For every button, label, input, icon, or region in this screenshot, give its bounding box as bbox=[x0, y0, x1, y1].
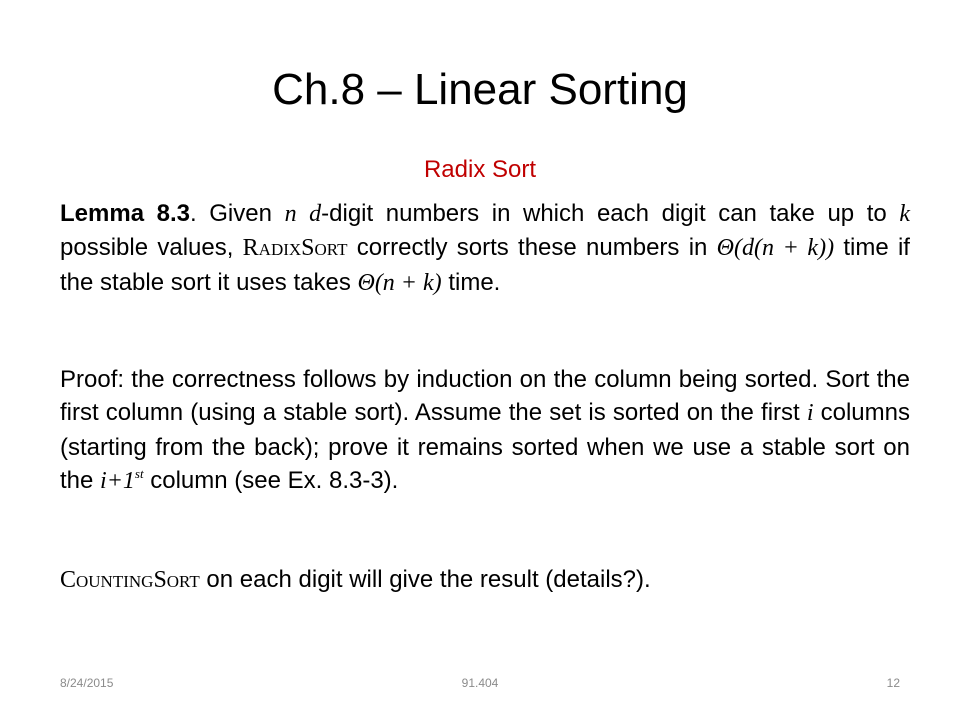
proof-text-2: columns (starting from the back); prove it remains sorted when we use a stable sort on the bbox=[60, 399, 910, 494]
slide-title: Ch.8 – Linear Sorting bbox=[272, 65, 688, 114]
lemma-label: Lemma 8.3 bbox=[60, 200, 190, 227]
ordinal-suffix: st bbox=[134, 465, 144, 481]
footer-page-number: 12 bbox=[886, 676, 900, 690]
counting-sort-text: on each digit will give the result (details?). bbox=[199, 566, 651, 593]
var-d: d bbox=[309, 201, 322, 227]
space bbox=[297, 200, 310, 227]
slide-subtitle: Radix Sort bbox=[423, 156, 537, 183]
lemma-text-2: -digit numbers in which each digit can take up to bbox=[321, 200, 900, 227]
radix-sort-name: RadixSort bbox=[242, 235, 348, 262]
footer-course: 91.404 bbox=[461, 676, 499, 690]
time-bound-1: Θ(d(n + k)) bbox=[716, 235, 835, 262]
proof-text-3: column (see Ex. 8.3-3). bbox=[143, 466, 399, 494]
proof-paragraph bbox=[60, 363, 910, 498]
var-i: i bbox=[806, 400, 814, 427]
proof-text-1: Proof: the correctness follows by induction on the column being sorted. Sort the first column (using a stable sort). Assume the set is sorted on the first bbox=[60, 366, 910, 427]
lemma-text-4: correctly sorts these numbers in bbox=[347, 234, 717, 262]
lemma-text-1: . Given bbox=[190, 200, 285, 227]
footer-date: 8/24/2015 bbox=[60, 676, 114, 690]
counting-sort-paragraph bbox=[60, 563, 910, 597]
var-n: n bbox=[284, 201, 297, 227]
time-bound-2: Θ(n + k) bbox=[357, 269, 442, 296]
var-k: k bbox=[899, 201, 911, 227]
lemma-paragraph bbox=[60, 197, 910, 300]
counting-sort-name: CountingSort bbox=[60, 567, 200, 593]
lemma-text-3: possible values, bbox=[60, 234, 243, 262]
var-i-plus-1: i+1 bbox=[100, 467, 135, 494]
lemma-text-6: time. bbox=[441, 268, 501, 296]
lemma-text-5: time if the stable sort it uses takes bbox=[60, 234, 910, 296]
